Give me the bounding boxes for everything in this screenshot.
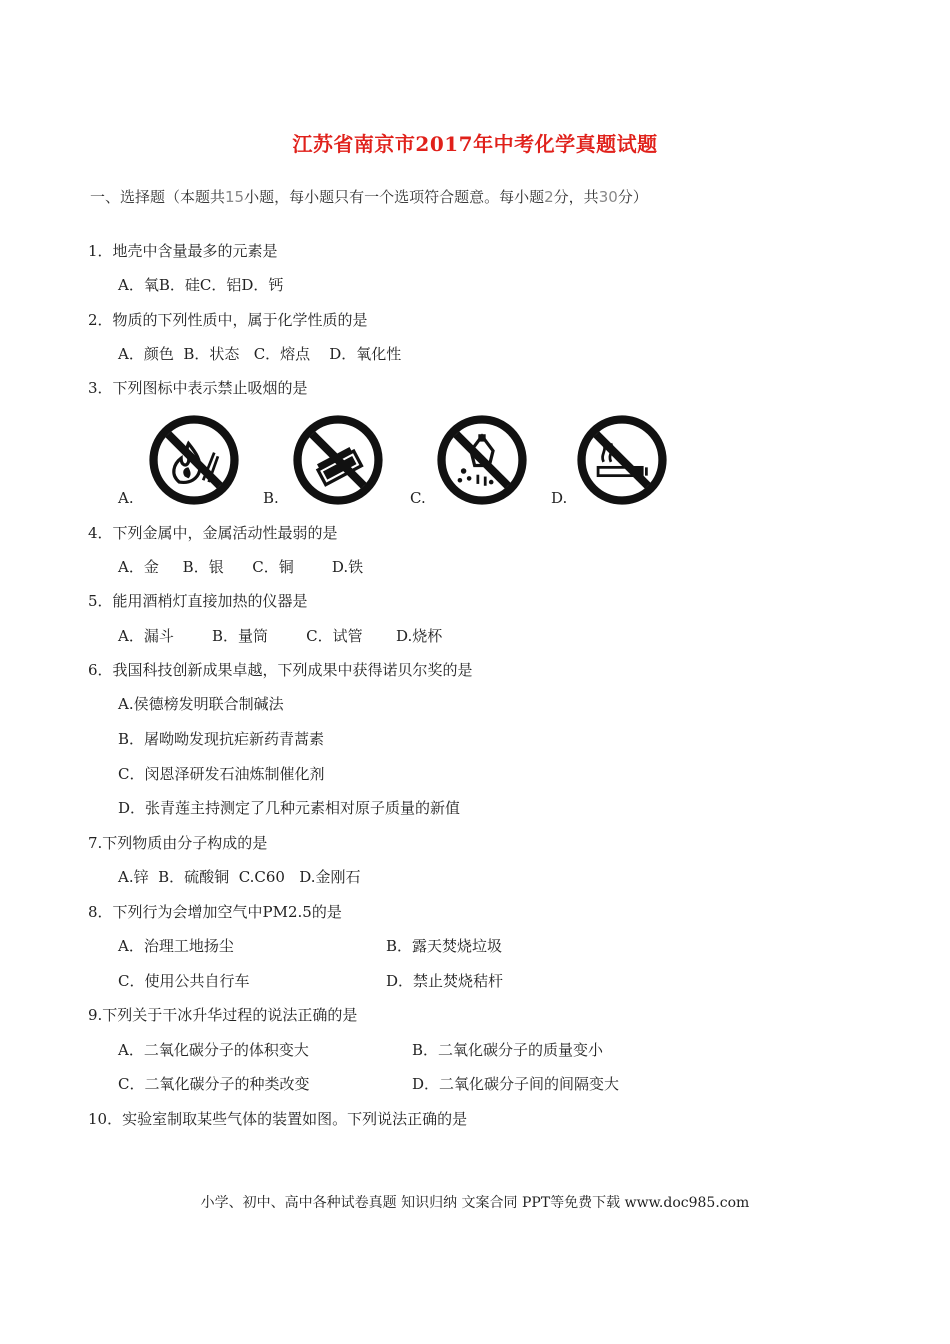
question-9-option-a: A．二氧化碳分子的体积变大 [118,1041,309,1059]
question-4-stem: 4．下列金属中，金属活动性最弱的是 [88,524,338,542]
no-fireworks-icon [292,414,384,506]
option-d-label: D. [551,489,568,507]
question-6-option-d: D．张青莲主持测定了几种元素相对原子质量的新值 [118,799,461,817]
section-heading-suffix: 分） [617,188,648,206]
question-9-option-c: C．二氧化碳分子的种类改变 [118,1075,310,1093]
section-heading-mid2: 分，共 [553,188,599,206]
question-5-options: A．漏斗 B．量筒 C．试管 D.烧杯 [118,627,443,645]
question-10-stem: 10．实验室制取某些气体的装置如图。下列说法正确的是 [88,1110,468,1128]
question-8-option-b: B．露天焚烧垃圾 [386,937,503,955]
option-c-label: C. [410,489,426,507]
question-1-options: A．氧B．硅C．铝D．钙 [118,276,284,294]
page-title: 江苏省南京市2017年中考化学真题试题 [292,132,658,156]
question-6-option-c: C．闵恩泽研发石油炼制催化剂 [118,765,325,783]
no-open-flame-icon [148,414,240,506]
question-3-stem: 3．下列图标中表示禁止吸烟的是 [88,379,308,397]
points-per-question: 2 [544,188,554,206]
question-7-options: A.锌 B．硫酸铜 C.C60 D.金刚石 [118,868,361,886]
question-2-options: A．颜色 B．状态 C．熔点 D．氧化性 [118,345,402,363]
question-5-stem: 5．能用酒梢灯直接加热的仪器是 [88,592,308,610]
section-heading-mid: 小题，每小题只有一个选项符合题意。每小题 [244,188,545,206]
question-6-option-b: B．屠呦呦发现抗疟新药青蒿素 [118,730,325,748]
section-heading-prefix: 一、选择题（本题共 [90,188,226,206]
question-7-stem: 7.下列物质由分子构成的是 [88,834,268,852]
section-heading [90,186,648,207]
option-a-label: A. [118,489,134,507]
option-b-label: B. [263,489,279,507]
question-6-stem: 6．我国科技创新成果卓越，下列成果中获得诺贝尔奖的是 [88,661,473,679]
total-points: 30 [598,188,618,206]
question-8-option-d: D．禁止焚烧秸杆 [386,972,504,990]
no-stacking-icon [436,414,528,506]
question-9-option-d: D．二氧化碳分子间的间隔变大 [412,1075,620,1093]
question-2-stem: 2．物质的下列性质中，属于化学性质的是 [88,311,368,329]
question-4-options: A．金 B．银 C．铜 D.铁 [118,558,364,576]
question-6-option-a: A.侯德榜发明联合制碱法 [118,695,284,713]
question-1-stem: 1．地壳中含量最多的元素是 [88,242,278,260]
page-footer: 小学、初中、高中各种试卷真题 知识归纳 文案合同 PPT等免费下载 www.doc985.com [200,1195,750,1211]
question-8-stem: 8．下列行为会增加空气中PM2.5的是 [88,903,342,921]
question-9-option-b: B．二氧化碳分子的质量变小 [412,1041,604,1059]
question-9-stem: 9.下列关于干冰升华过程的说法正确的是 [88,1006,358,1024]
question-8-option-a: A．治理工地扬尘 [118,937,234,955]
question-count: 15 [225,188,245,206]
no-smoking-icon [576,414,668,506]
question-8-option-c: C．使用公共自行车 [118,972,250,990]
